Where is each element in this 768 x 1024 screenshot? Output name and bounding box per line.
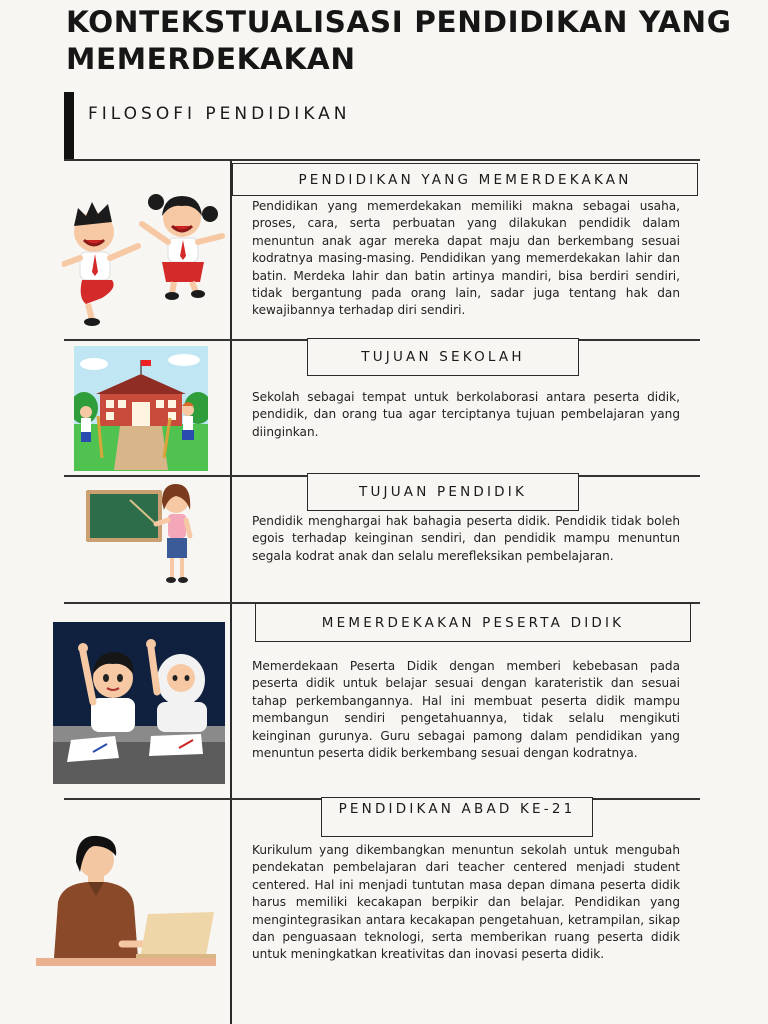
school-building-icon <box>74 346 208 471</box>
teacher-blackboard-icon <box>74 480 210 590</box>
page-subtitle: FILOSOFI PENDIDIKAN <box>88 104 351 124</box>
section-body: Sekolah sebagai tempat untuk berkolaborasi antara peserta didik, pendidik, dan orang tua agar terciptanya tujuan pembelajaran yang diinginkan. <box>252 390 680 439</box>
woman-laptop-icon <box>36 832 222 974</box>
raising-hands-students-icon <box>53 622 225 784</box>
column-divider <box>230 160 232 1024</box>
section-body: Kurikulum yang dikembangkan menuntun sekolah untuk mengubah pendekatan pembelajaran dari teacher centered menjadi student centered. Hal ini menjadi tuntutan masa depan dimana peserta didik harus memiliki kecakapan berpikir dan belajar. Pendidikan yang mengintegrasikan antara kecakapan pengetahuan, ketrampilan, sikap dan penguasaan teknologi, serta memberikan ruang peserta didik untuk meningkatkan kreativitas dan inovasi peserta didik. <box>252 843 680 962</box>
divider <box>64 159 700 161</box>
section-body: Pendidikan yang memerdekakan memiliki makna sebagai usaha, proses, cara, serta perbuatan yang dilakukan pendidik dalam menuntun anak agar mereka dapat maju dan berkembang sesuai kodratnya masing-masing. Pendidikan yang memerdekakan lahir dan batin. Merdeka lahir dan batin artinya mandiri, bisa berdiri sendiri, tidak bergantung pada orang lain, sadar juga tentang hak dan kewajibannya terhadap diri sendiri. <box>252 199 680 318</box>
section-heading: MEMERDEKAKAN PESERTA DIDIK <box>255 603 691 642</box>
section-heading: PENDIDIKAN ABAD KE-21 <box>321 797 593 837</box>
section-heading: TUJUAN SEKOLAH <box>307 338 579 376</box>
section-heading: TUJUAN PENDIDIK <box>307 473 579 511</box>
cheering-students-icon <box>62 188 230 328</box>
section-body: Memerdekaan Peserta Didik dengan memberi kebebasan pada peserta didik untuk belajar sesuai dengan karateristik dan sesuai tahap perkembangannya. Hal ini membuat peserta didik mampu membangun sendiri pengetahuannya, tidak selalu mengikuti keinginan gurunya. Guru sebagai pamong dalam pendidikan yang menuntun peserta didik berkembang sesuai dengan kodratnya. <box>252 659 680 761</box>
subtitle-accent-bar <box>64 92 74 160</box>
section-heading: PENDIDIKAN YANG MEMERDEKAKAN <box>232 163 698 196</box>
page-title: KONTEKSTUALISASI PENDIDIKAN YANG MEMERDEKAKAN <box>66 5 732 76</box>
section-body: Pendidik menghargai hak bahagia peserta didik. Pendidik tidak boleh egois terhadap keinginan sendiri, dan pendidik mampu menuntun segala kodrat anak dan selalu merefleksikan pembelajaran. <box>252 514 680 563</box>
